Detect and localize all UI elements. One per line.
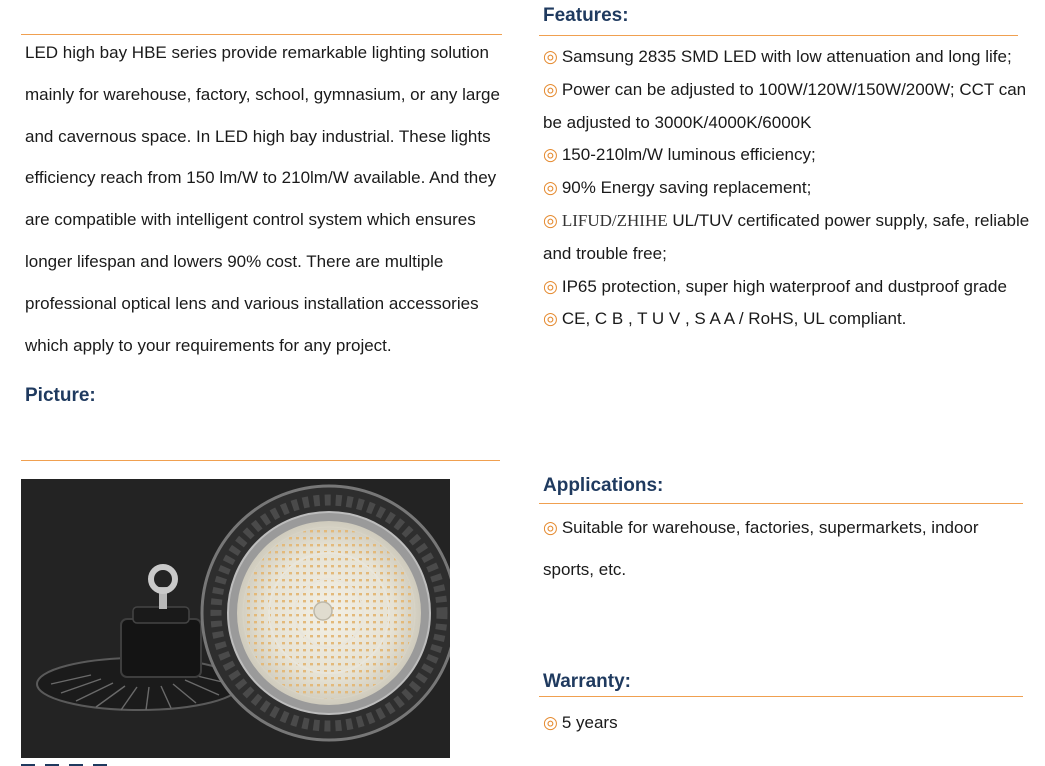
applications-divider [539, 503, 1023, 504]
high-bay-light-image [21, 479, 450, 758]
features-divider [539, 35, 1018, 36]
bullet-icon: ◎ [543, 47, 558, 66]
bullet-icon: ◎ [543, 79, 558, 99]
feature-item: ◎ Power can be adjusted to 100W/120W/150W/200W; CCT can be adjusted to 3000K/4000K/6000K [543, 79, 1027, 132]
warranty-text: ◎ 5 years [543, 713, 618, 732]
cropped-caption [21, 759, 221, 766]
bullet-icon: ◎ [543, 145, 558, 165]
applications-heading: Applications: [543, 475, 664, 496]
features-heading: Features: [543, 5, 629, 26]
bullet-icon: ◎ [543, 276, 558, 296]
applications-text: ◎ Suitable for warehouse, factories, supermarkets, indoor sports, etc. [543, 518, 979, 579]
picture-divider [21, 460, 500, 461]
feature-item: ◎ CE, C B , T U V , S A A / RoHS, UL compliant. [543, 309, 907, 329]
feature-item: ◎ IP65 protection, super high waterproof and dustproof grade [543, 276, 1007, 296]
feature-item: ◎ 90% Energy saving replacement; [543, 178, 812, 198]
feature-item: ◎ Samsung 2835 SMD LED with low attenuation and long life; [543, 47, 1012, 66]
warranty-heading: Warranty: [543, 671, 631, 692]
product-photo [21, 479, 450, 758]
picture-heading: Picture: [25, 385, 96, 406]
bullet-icon: ◎ [543, 309, 558, 329]
bullet-icon: ◎ [543, 518, 558, 537]
feature-item: ◎ LIFUD/ZHIHE UL/TUV certificated power supply, safe, reliable and trouble free; [543, 210, 1030, 263]
bullet-icon: ◎ [543, 178, 558, 198]
bullet-icon: ◎ [543, 713, 558, 732]
features-list [543, 41, 1038, 336]
power-supply-brand: LIFUD/ZHIHE [561, 210, 668, 230]
warranty-divider [539, 696, 1023, 697]
product-description: LED high bay HBE series provide remarkable lighting solution mainly for warehouse, factory, school, gymnasium, or any large and cavernous space. In LED high bay industrial. These lights efficiency reach from 150 lm/W to 210lm/W available. And they are compatible with intelligent control system which ensures longer lifespan and lowers 90% cost. There are multiple professional optical lens and various installation accessories which apply to your requirements for any project. [25, 43, 500, 355]
feature-item: ◎ 150-210lm/W luminous efficiency; [543, 145, 816, 165]
bullet-icon: ◎ [543, 210, 558, 230]
